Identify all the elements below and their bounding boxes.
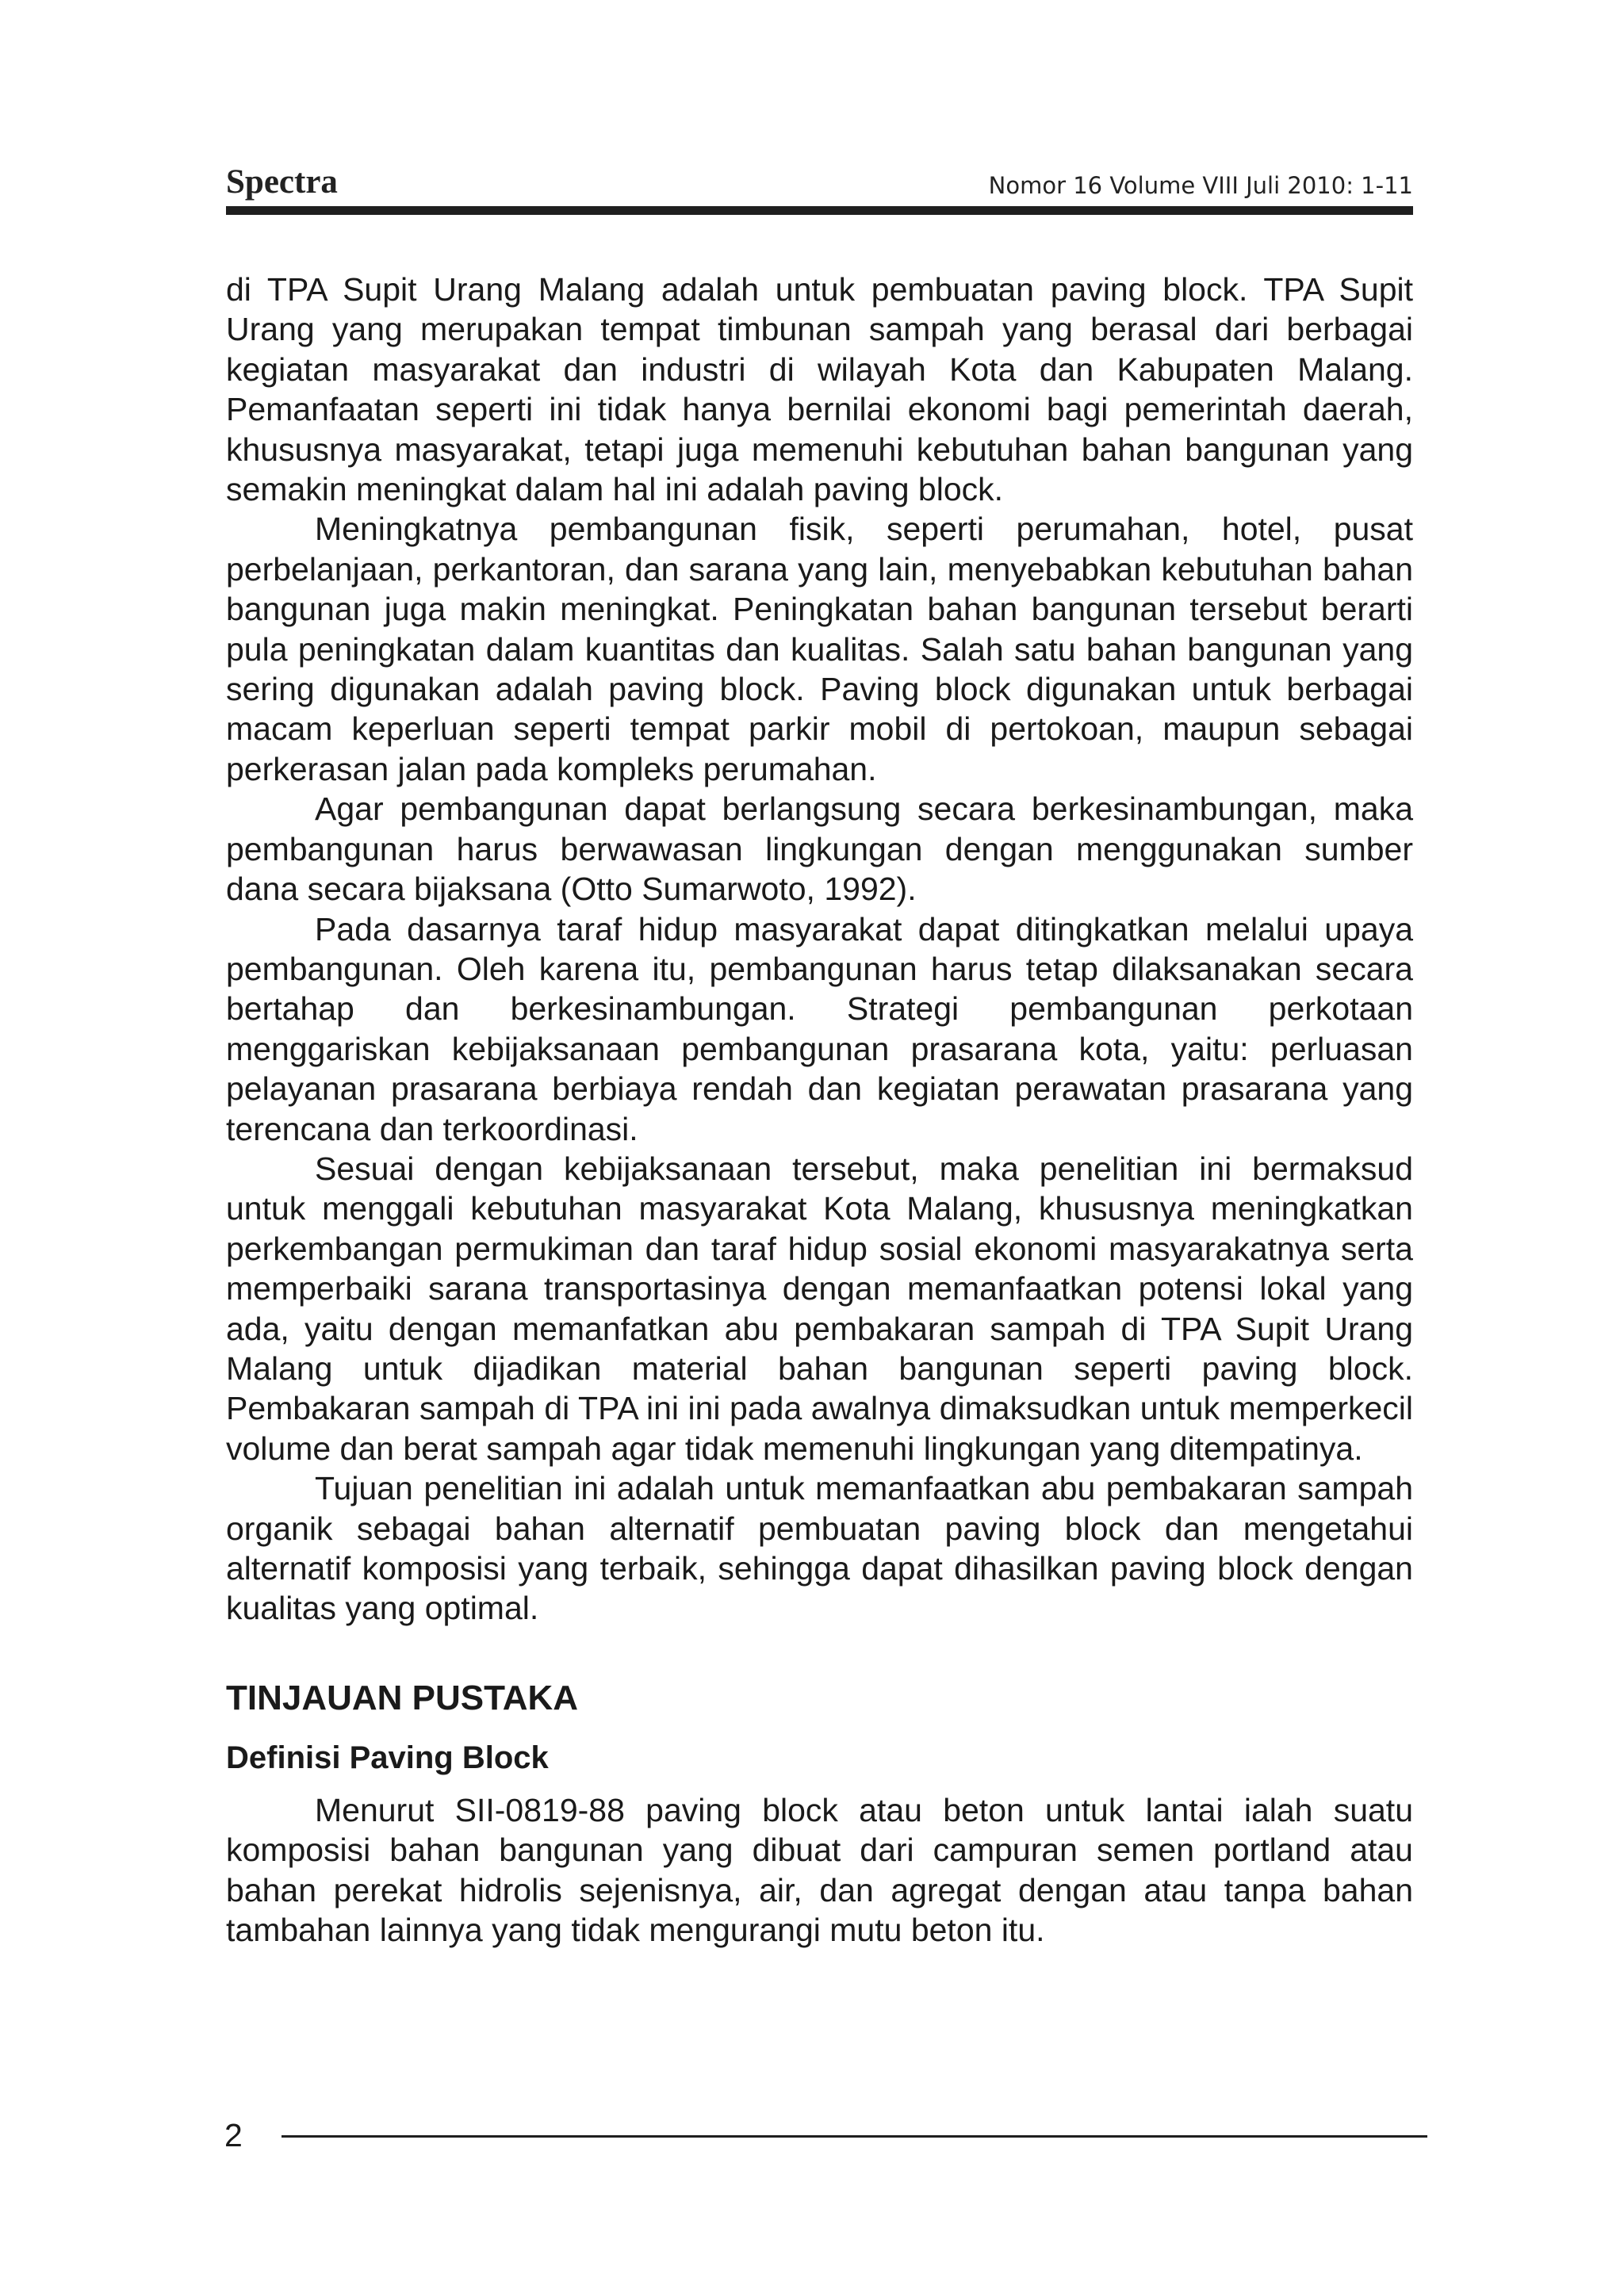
body-paragraph: Tujuan penelitian ini adalah untuk memanfaatkan abu pembakaran sampah organik sebagai bahan alternatif pembuatan paving block dan mengetahui alternatif komposisi yang terbaik, sehingga dapat dihasilkan paving block dengan kualitas yang optimal. — [226, 1470, 1413, 1627]
journal-name: Spectra — [226, 163, 338, 201]
running-header — [226, 163, 1413, 210]
body-paragraph: di TPA Supit Urang Malang adalah untuk pembuatan paving block. TPA Supit Urang yang merupakan tempat timbunan sampah yang berasal dari berbagai kegiatan masyarakat dan industri di wilayah Kota dan Kabupaten Malang. Pemanfaatan seperti ini tidak hanya bernilai ekonomi bagi pemerintah daerah, khususnya masyarakat, tetapi juga memenuhi kebutuhan bahan bangunan yang semakin meningkat dalam hal ini adalah paving block. — [226, 271, 1413, 508]
issue-info: Nomor 16 Volume VIII Juli 2010: 1-11 — [988, 172, 1413, 199]
footer-rule — [282, 2135, 1427, 2138]
subsection-heading: Definisi Paving Block — [226, 1740, 549, 1775]
page-number: 2 — [224, 2117, 243, 2153]
article-body — [226, 270, 1413, 1950]
body-paragraph: Meningkatnya pembangunan fisik, seperti perumahan, hotel, pusat perbelanjaan, perkantoran, dan sarana yang lain, menyebabkan kebutuhan bahan bangunan juga makin meningkat. Peningkatan bahan bangunan tersebut berarti pula peningkatan dalam kuantitas dan kualitas. Salah satu bahan bangunan yang sering digunakan adalah paving block. Paving block digunakan untuk berbagai macam keperluan seperti tempat parkir mobil di pertokoan, maupun sebagai perkerasan jalan pada kompleks perumahan. — [226, 511, 1413, 787]
body-paragraph: Sesuai dengan kebijaksanaan tersebut, maka penelitian ini bermaksud untuk menggali kebutuhan masyarakat Kota Malang, khususnya meningkatkan perkembangan permukiman dan taraf hidup sosial ekonomi masyarakatnya serta memperbaiki sarana transportasinya dengan memanfaatkan potensi lokal yang ada, yaitu dengan memanfatkan abu pembakaran sampah di TPA Supit Urang Malang untuk dijadikan material bahan bangunan seperti paving block. Pembakaran sampah di TPA ini ini pada awalnya dimaksudkan untuk memperkecil volume dan berat sampah agar tidak memenuhi lingkungan yang ditempatinya. — [226, 1150, 1413, 1467]
body-paragraph: Agar pembangunan dapat berlangsung secara berkesinambungan, maka pembangunan harus berwawasan lingkungan dengan menggunakan sumber dana secara bijaksana (Otto Sumarwoto, 1992). — [226, 790, 1413, 908]
body-paragraph: Menurut SII-0819-88 paving block atau beton untuk lantai ialah suatu komposisi bahan bangunan yang dibuat dari campuran semen portland atau bahan perekat hidrolis sejenisnya, air, dan agregat dengan atau tanpa bahan tambahan lainnya yang tidak mengurangi mutu beton itu. — [226, 1791, 1413, 1949]
header-rule — [226, 206, 1413, 215]
body-paragraph: Pada dasarnya taraf hidup masyarakat dapat ditingkatkan melalui upaya pembangunan. Oleh karena itu, pembangunan harus tetap dilaksanakan secara bertahap dan berkesinambungan. Strategi pembangunan perkotaan menggariskan kebijaksanaan pembangunan prasarana kota, yaitu: perluasan pelayanan prasarana berbiaya rendah dan kegiatan perawatan prasarana yang terencana dan terkoordinasi. — [226, 910, 1413, 1147]
section-heading: TINJAUAN PUSTAKA — [226, 1678, 579, 1717]
